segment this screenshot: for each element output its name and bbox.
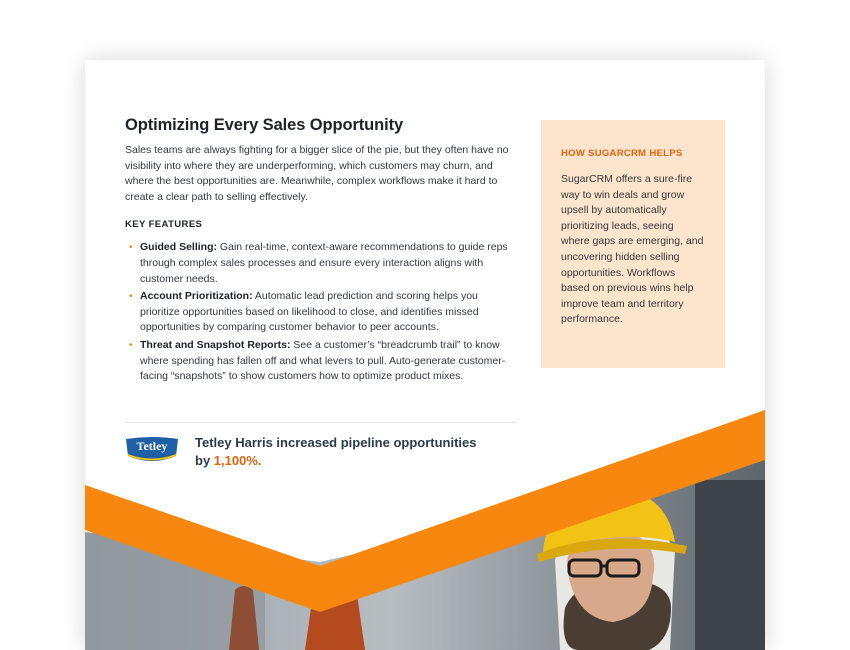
bullet-icon: •	[129, 291, 133, 303]
feature-text: See a customer’s “breadcrumb trail” to know where spending has fallen off and what levers to pull. Auto-generate customer-facing “snapshots” to show customers how to optimize product mixes.	[140, 338, 506, 383]
section-title: Optimizing Every Sales Opportunity	[125, 116, 404, 134]
testimonial-stat	[195, 434, 495, 470]
stat-value: 1,100%.	[213, 453, 262, 468]
sidebar-body: SugarCRM offers a sure-fire way to win deals and grow upsell by automatically prioritizing leads, seeing where gaps are emerging, and uncovering hidden selling opportunities. Workflows based on previous wins help improve team and territory performance.	[561, 173, 704, 326]
bullet-icon: •	[129, 242, 133, 254]
tetley-logo-text: Tetley	[136, 439, 168, 453]
feature-item-guided-selling	[125, 240, 517, 287]
feature-item-threat-snapshot-reports	[125, 338, 517, 385]
key-features-list	[125, 240, 517, 384]
tetley-logo	[125, 436, 179, 464]
feature-title: Guided Selling:	[140, 241, 218, 254]
stat-text: Tetley Harris increased pipeline opportunities by	[195, 435, 477, 468]
feature-title: Account Prioritization:	[140, 290, 253, 303]
key-features-heading: KEY FEATURES	[125, 219, 203, 231]
main-column	[125, 116, 517, 387]
bullet-icon: •	[129, 339, 133, 351]
feature-text: Automatic lead prediction and scoring helps you prioritize opportunities based on likelihood to close, and identifies missed opportunities by comparing customer behavior to peer accounts.	[140, 290, 479, 334]
feature-text: Gain real-time, context-aware recommendations to guide reps through complex sales processes and ensure every interaction aligns with customer needs.	[140, 241, 508, 285]
section-divider	[125, 422, 517, 423]
feature-item-account-prioritization	[125, 289, 517, 336]
document-page	[85, 60, 765, 650]
intro-paragraph: Sales teams are always fighting for a bigger slice of the pie, but they often have no visibility into where they are underperforming, which customers may churn, and where the best opportunities are. Meanwhile, complex workflows make it hard to create a clear path to selling effectively.	[125, 144, 509, 203]
sidebar-heading: HOW SUGARCRM HELPS	[561, 148, 683, 159]
sidebar-callout	[541, 120, 725, 368]
feature-title: Threat and Snapshot Reports:	[140, 338, 291, 351]
